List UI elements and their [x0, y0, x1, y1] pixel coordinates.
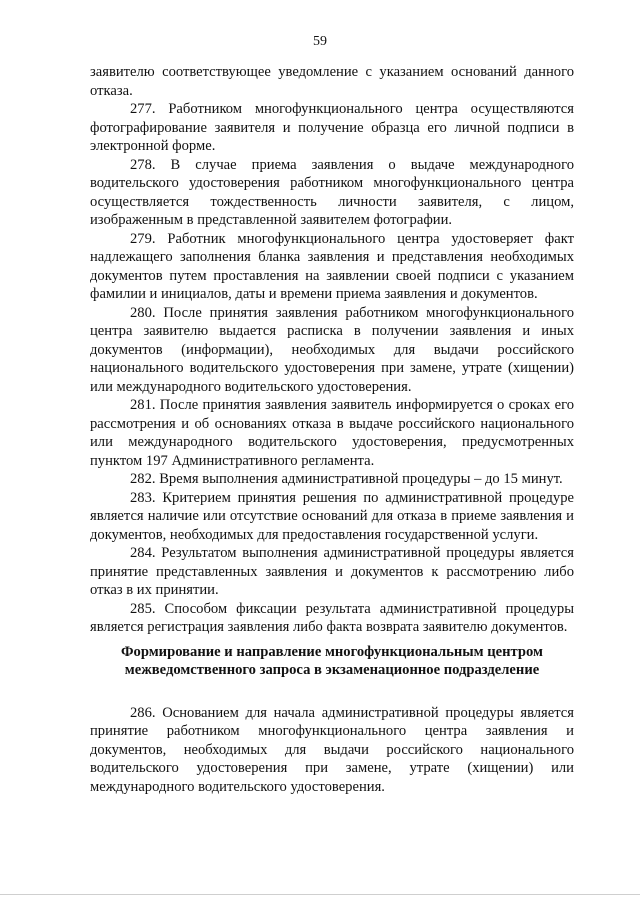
spacer — [90, 680, 574, 704]
document-body — [90, 63, 574, 796]
paragraph-278: 278. В случае приема заявления о выдаче международного водительского удостоверения работником многофункционального центра осуществляется тождественность личности заявителя, с лицом, изображенным в представленной заявителем фотографии. — [90, 156, 574, 228]
paragraph-continuation: заявителю соответствующее уведомление с указанием оснований данного отказа. — [90, 64, 574, 99]
paragraph-279: 279. Работник многофункционального центра удостоверяет факт надлежащего заполнения бланка заявления и представления необходимых документов путем проставления на заявлении своей подписи с указанием фамилии и инициалов, даты и времени приема заявления и документов. — [90, 230, 574, 302]
paragraph-285: 285. Способом фиксации результата административной процедуры является регистрация заявления либо факта возврата заявителю документов. — [90, 600, 574, 635]
paragraph-283: 283. Критерием принятия решения по административной процедуре является наличие или отсутствие оснований для отказа в приеме заявления и документов, необходимых для предоставления государственной услуги. — [90, 489, 574, 543]
paragraph-284: 284. Результатом выполнения административной процедуры является принятие представленных заявления и документов к рассмотрению либо отказ в их принятии. — [90, 545, 574, 598]
paragraph-282: 282. Время выполнения административной процедуры – до 15 минут. — [130, 471, 563, 487]
paragraph-280: 280. После принятия заявления работником многофункционального центра заявителю выдается расписка в получении заявления и иных документов (информации), необходимых для выдачи российского национального водительского удостоверения при замене, утрате (хищении) или международного водительского удостоверения. — [90, 304, 574, 395]
paragraph-281: 281. После принятия заявления заявитель информируется о сроках его рассмотрения и об основаниях отказа в выдаче российского национального или международного водительского удостоверения, предусмотренных пунктом 197 Административного регламента. — [90, 397, 574, 469]
page-number: 59 — [313, 34, 327, 49]
paragraph-286: 286. Основанием для начала административной процедуры является принятие работником многофункционального центра заявления и документов, необходимых для выдачи российского национального водительского удостоверения при замене, утрате (хищении) или международного водительского удостоверения. — [90, 704, 574, 795]
section-heading: Формирование и направление многофункциональным центром межведомственного запроса в экзаменационное подразделение — [121, 643, 543, 678]
paragraph-277: 277. Работником многофункционального центра осуществляются фотографирование заявителя и получение образца его личной подписи в электронной форме. — [90, 101, 574, 154]
page-bottom-edge — [0, 894, 640, 895]
